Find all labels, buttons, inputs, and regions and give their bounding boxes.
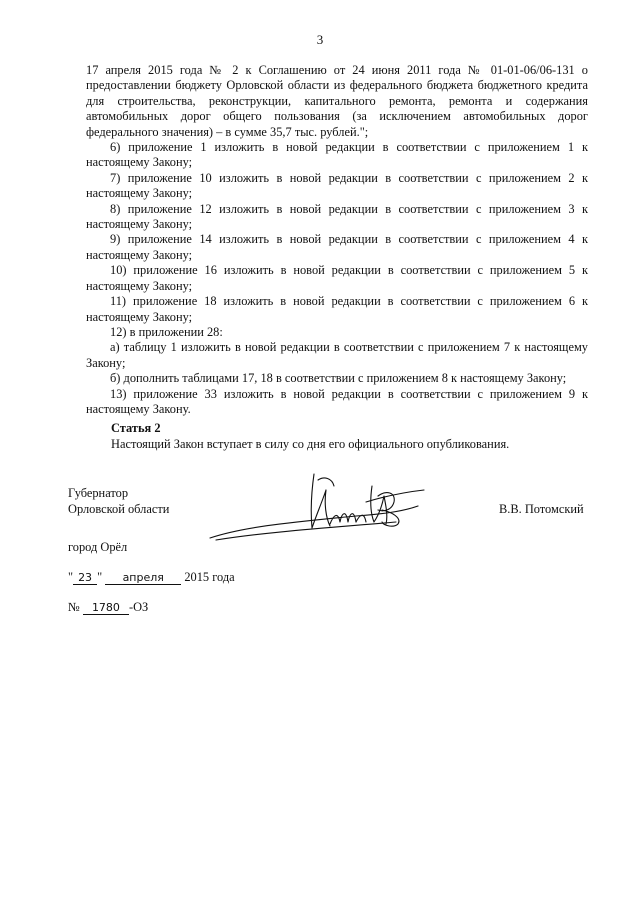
list-item: а) таблицу 1 изложить в новой редакции в соответствии с приложением 7 к настоящему Закону; bbox=[86, 340, 588, 370]
page-number: 3 bbox=[316, 32, 324, 47]
document-body bbox=[86, 63, 588, 417]
list-item: б) дополнить таблицами 17, 18 в соответствии с приложением 8 к настоящему Закону; bbox=[110, 371, 567, 386]
place-of-signing: город Орёл bbox=[68, 540, 128, 554]
signature-stroke bbox=[382, 510, 399, 526]
number-value: 1780 bbox=[83, 601, 129, 615]
list-item: 8) приложение 12 изложить в новой редакции в соответствии с приложением 3 к настоящему Закону; bbox=[86, 201, 588, 232]
list-item: 7) приложение 10 изложить в новой редакции в соответствии с приложением 2 к настоящему Закону; bbox=[86, 170, 588, 201]
date-month: апреля bbox=[105, 571, 181, 585]
list-item: 13) приложение 33 изложить в новой редакции в соответствии с приложением 9 к настоящему Закону. bbox=[86, 386, 588, 416]
article-2 bbox=[111, 420, 591, 452]
continuation-paragraph bbox=[86, 63, 588, 140]
text-line: 17 апреля 2015 года № 2 к Соглашению от 24 июня 2011 года № 01-01-06/06-131 о bbox=[86, 63, 588, 77]
position-line: Губернатор bbox=[68, 486, 129, 500]
article-heading: Статья 2 bbox=[111, 421, 161, 435]
signatory-position bbox=[68, 485, 169, 517]
signatory-name: В.В. Потомский bbox=[499, 502, 584, 516]
list-item: 6) приложение 1 изложить в новой редакции в соответствии с приложением 1 к настоящему Закону; bbox=[86, 140, 588, 170]
number-suffix: -ОЗ bbox=[128, 600, 149, 614]
handwritten-signature bbox=[206, 466, 426, 546]
text-line: федерального значения) – в сумме 35,7 тыс. рублей."; bbox=[86, 124, 369, 139]
list-item: 12) в приложении 28: bbox=[110, 324, 223, 339]
signature-stroke bbox=[330, 514, 356, 524]
list-item: 10) приложение 16 изложить в новой редакции в соответствии с приложением 5 к настоящему Закону; bbox=[86, 263, 588, 293]
number-prefix: № bbox=[68, 600, 80, 614]
law-number bbox=[68, 600, 148, 615]
date-quote: " bbox=[68, 570, 74, 584]
date-quote: " bbox=[97, 570, 103, 584]
text-line: предоставлении бюджету Орловской области из федерального бюджета бюджетного кредита bbox=[86, 78, 588, 93]
article-text: Настоящий Закон вступает в силу со дня его официального опубликования. bbox=[111, 437, 510, 451]
signature-stroke bbox=[366, 490, 424, 502]
list-item: 9) приложение 14 изложить в новой редакции в соответствии с приложением 4 к настоящему Закону; bbox=[86, 232, 588, 262]
signature-stroke bbox=[318, 478, 334, 486]
date-year: 2015 года bbox=[184, 570, 235, 584]
signature-stroke bbox=[216, 522, 396, 540]
date-day: 23 bbox=[73, 571, 97, 585]
position-line: Орловской области bbox=[68, 502, 170, 516]
list-item: 11) приложение 18 изложить в новой редакции в соответствии с приложением 6 к настоящему Закону; bbox=[86, 294, 588, 324]
signature-stroke bbox=[371, 486, 387, 524]
text-line: для строительства, реконструкции, капитального ремонта, ремонта и содержания bbox=[86, 93, 588, 108]
signing-date bbox=[68, 570, 235, 585]
text-line: автомобильных дорог общего пользования (за исключением автомобильных дорог bbox=[86, 109, 588, 124]
